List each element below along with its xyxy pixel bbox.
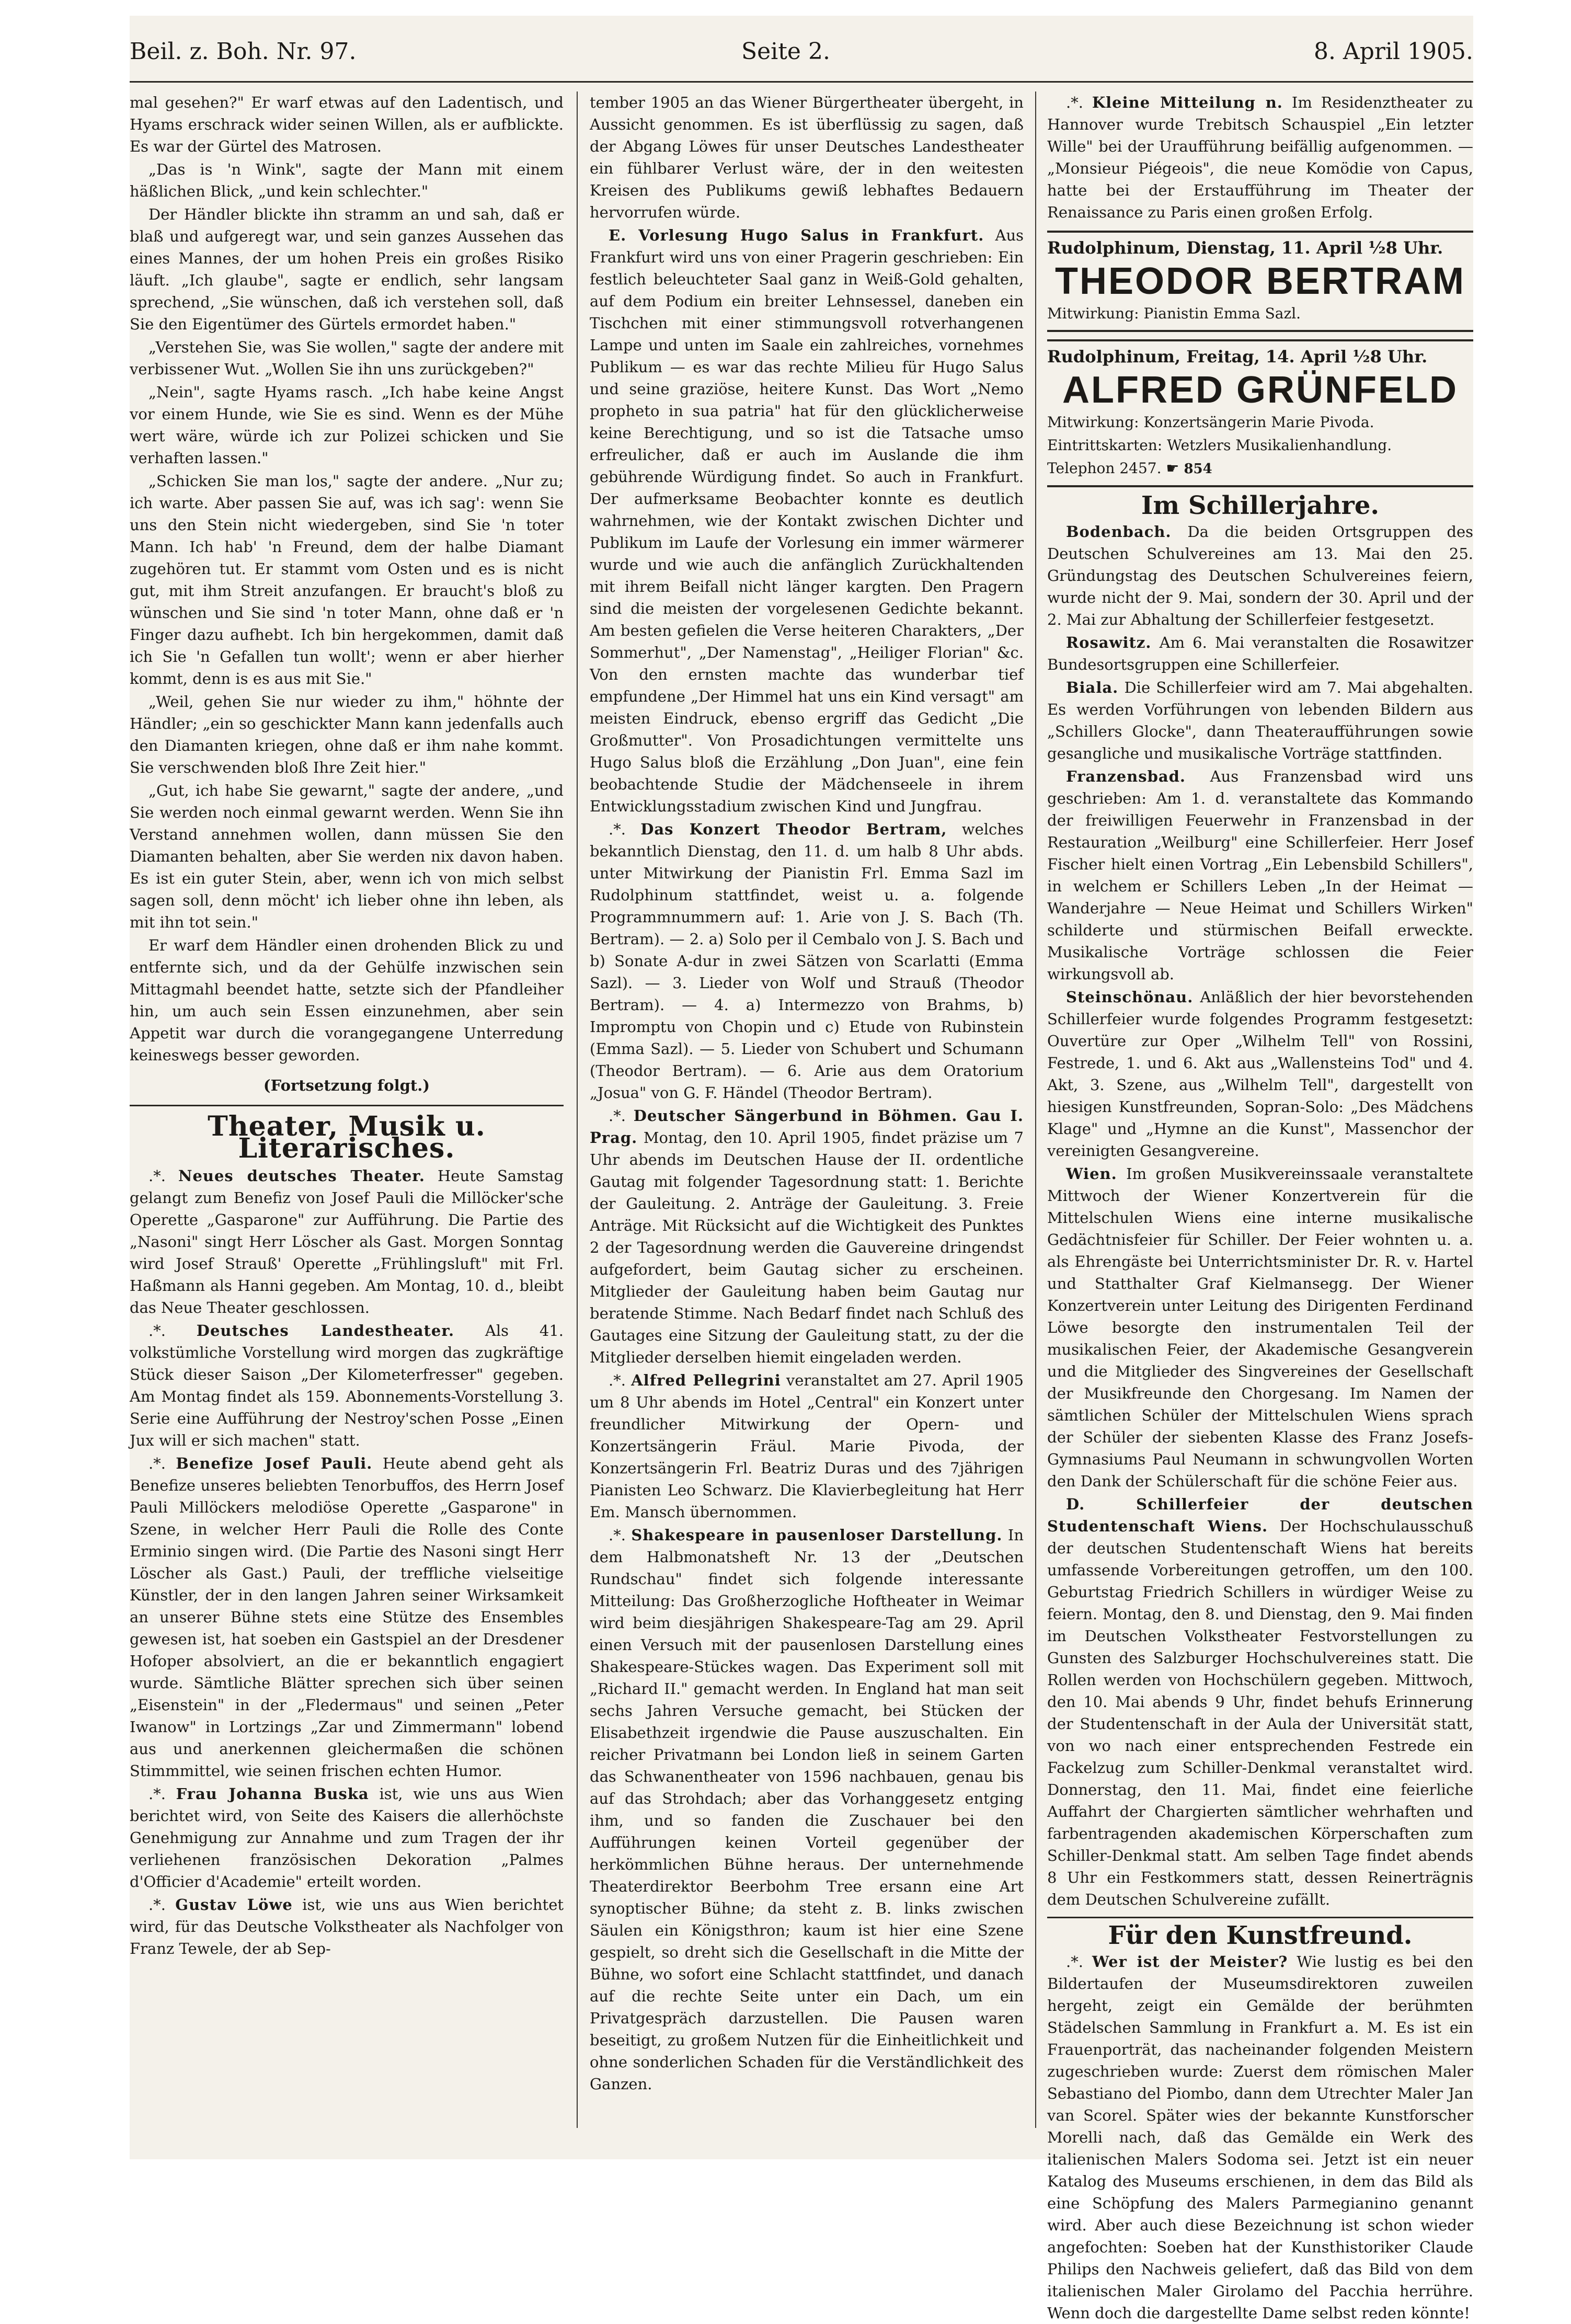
item-body: Aus Frankfurt wird uns von einer Pragerin geschrieben: Ein festlich beleuchteter Saal ganz in Weiß-Gold gehalten, auf dem Podium ein breiter Lehnsessel, daneben ein Tischchen mit einer stimmungsvoll rotverhangenen Lampe und unten im Saale ein zahlreiches, vornehmes Publikum — es war das rechte Milieu für Hugo Salus und seine graziöse, heitere Kunst. Das Wort „Nemo propheto in sua patria" hat für den glücklicherweise keine Berechtigung, und so ist die Tatsache umso erfreulicher, daß er auch im Auslande die ihm gebührende Würdigung findet. So auch in Frankfurt. Der aufmerksame Beobachter konnte es deutlich wahrnehmen, wie der Kontakt zwischen Dichter und Publikum im Laufe der Vorlesung ein immer wärmerer wurde und wie auch die anfänglich Zurückhaltenden mit ihrem Beifall nicht länger kargten. Den Pragern sind die meisten der vorgelesenen Gedichte bekannt. Am besten gefielen die Verse heiteren Charakters, „Der Sommerhut", „Der Namenstag", „Heiliger Florian" &c. Von den ernsten machte das wunderbar tief empfundene „Der Himmel hat uns ein Kind versagt" am meisten Eindruck, ebenso ergriff das Gedicht „Die Großmutter". Von Prosadichtungen vermittelte uns Hugo Salus bloß die Erzählung „Don Juan", eine fein beobachtende Studie der Mädchenseele in ihrem Entwicklungsstadium zwischen Kind und Jungfrau.: [590, 226, 1024, 815]
news-item: .*. Alfred Pellegrini veranstaltet am 27. April 1905 um 8 Uhr abends im Hotel „Central" ein Konzert unter freundlicher Mitwirkung der Opern- und Konzertsängerin Fräul. Marie Pivoda, der Konzertsängerin Frl. Beatriz Duras und des 7jährigen Pianisten Leo Schwarz. Die Klavierbegleitung hat Herr Em. Mansch übernommen.: [590, 1371, 1024, 1521]
column-3: [1047, 91, 1474, 2322]
news-item: [1047, 632, 1473, 676]
paragraph: Der Händler blickte ihn stramm an und sah, daß er blaß und aufgeregt war, und sein ganzes Aussehen das eines Mannes, der um hohen Preis ein großes Risiko läuft. „Ich glaube", sagte er endlich, sehr langsam sprechend, „Sie wünschen, daß ich verstehen soll, daß Sie den Eigentümer des Gürtels ermordet haben.": [130, 205, 564, 333]
header-issue: Beil. z. Boh. Nr. 97.: [130, 38, 357, 65]
newspaper-page: [130, 16, 1474, 2322]
item-title: Deutsches Landestheater.: [196, 1322, 455, 1340]
news-item: .*. Gustav Löwe ist, wie uns aus Wien berichtet wird, für das Deutsche Volkstheater als Nachfolger von Franz Tewele, der ab Sep-: [130, 1896, 564, 1957]
item-body: Da die beiden Ortsgruppen des Deutschen Schulvereines am 13. Mai den 25. Gründungstag des Deutschen Schulvereines feiern, wurde nicht der 9. Mai, sondern der 30. April und der 2. Mai zur Abhaltung der Schillerfeier festgesetzt.: [1047, 523, 1473, 628]
item-title: Benefize Josef Pauli.: [176, 1455, 373, 1472]
ad-detail: Mitwirkung: Pianistin Emma Sazl.: [1047, 305, 1301, 322]
item-title: Wer ist der Meister?: [1092, 1953, 1288, 1971]
section-divider: [130, 1105, 564, 1106]
item-body: Aus Franzensbad wird uns geschrieben: Am 1. d. veranstaltete das Kommando der freiwilligen Feuerwehr in Franzensbad in der Restauration „Weilburg" eine Schillerfeier. Herr Josef Fischer hielt einen Vortrag „Ein Lebensbild Schillers", in welchem er Schillers Leben „In der Heimat — Wanderjahre — Neue Heimat und Schillers Wirken" schilderte und stürmischen Beifall erweckte. Musikalische Vorträge schlossen die Feier wirkungsvoll ab.: [1047, 768, 1473, 983]
item-title: Wien.: [1066, 1165, 1117, 1183]
column-2: [590, 91, 1024, 2144]
item-title: Biala.: [1066, 679, 1119, 696]
ad-reference-number: 854: [1184, 461, 1212, 477]
news-item: .*. Deutscher Sängerbund in Böhmen. Gau I. Prag. Montag, den 10. April 1905, findet präzise um 7 Uhr abends im Deutschen Hause der II. ordentliche Gautag mit folgender Tagesordnung statt: 1. Berichte der Gauleitung. 2. Anträge der Gauleitung. 3. Freie Anträge. Mit Rücksicht auf die Wichtigkeit des Punktes 2 der Tagesordnung werden die Gauvereine dringendst aufgefordert, beim Gautag sicher zu erscheinen. Mitglieder der Gauleitung haben beim Gautag nur beratende Stimme. Nach Bedarf findet nach Schluß des Gautages eine Sitzung der Gauleitung statt, zu der die Mitglieder derselben hiemit eingeladen werden.: [590, 1107, 1024, 1366]
news-item: .*. Benefize Josef Pauli. Heute abend geht als Benefize unseres beliebten Tenorbuffos, des Herrn Josef Pauli Millöckers melodiöse Operette „Gasparone" in Szene, in welcher Herr Pauli die Rolle des Conte Erminio singen wird. (Die Partie des Nasoni singt Herr Löscher als Gast.) Pauli, der treffliche vielseitige Künstler, der in den langen Jahren seiner Wirksamkeit an unserer Bühne stets eine Stütze des Ensembles gewesen ist, hat soeben ein Gastspiel an der Dresdener Hofoper absolviert, an die er bekanntlich engagiert wurde. Sämtliche Blätter sprechen sich über seinen „Eisenstein" in der „Fledermaus" und seinen „Peter Iwanow" in Lortzings „Zar und Zimmermann" lobend aus und anerkennen gleichermaßen die schönen Stimmmittel, wie seinen frischen echten Humor.: [130, 1455, 564, 1780]
item-title: Franzensbad.: [1066, 768, 1186, 785]
ad-detail: Eintrittskarten: Wetzlers Musikalienhandlung.: [1047, 437, 1392, 454]
news-item: [1047, 765, 1473, 985]
item-title: Rosawitz.: [1066, 634, 1152, 651]
news-item: [1047, 677, 1473, 764]
news-item: .*. Neues deutsches Theater. Heute Samstag gelangt zum Benefiz von Josef Pauli die Millöcker'sche Operette „Gasparone" zur Aufführung. Die Partie des „Nasoni" singt Herr Löscher als Gast. Morgen Sonntag wird Josef Strauß' Operette „Frühlingsluft" mit Frl. Haßmann als Hanni gegeben. Am Montag, 10. d., bleibt das Neue Theater geschlossen.: [130, 1167, 564, 1316]
item-body: ist, wie uns aus Wien berichtet wird, für das Deutsche Volkstheater als Nachfolger von Franz Tewele, der ab Sep-: [130, 1896, 564, 1957]
ad-performer: ALFRED GRÜNFELD: [1062, 369, 1458, 411]
item-title: Das Konzert Theodor Bertram,: [640, 820, 947, 838]
ad-phone: Telephon 2457.: [1047, 460, 1162, 477]
item-title: Deutscher Sängerbund in Böhmen. Gau I. Prag.: [590, 1107, 1024, 1147]
ad-venue: Rudolphinum, Dienstag, 11. April ½8 Uhr.: [1047, 238, 1443, 258]
news-item: .*. Shakespeare in pausenloser Darstellung. In dem Halbmonatsheft Nr. 13 der „Deutschen Rundschau" findet sich folgende interessante Mitteilung: Das Großherzogliche Hoftheater in Weimar wird beim diesjährigen Shakespeare-Tag am 29. April einen Versuch mit der pausenlosen Darstellung eines Shakespeare-Stückes wagen. Das Experiment soll mit „Richard II." gemacht werden. In England hat man seit sechs Jahren Versuche gemacht, bei Stücken der Elisabethzeit irgendwie die Pause auszuschalten. Ein reicher Privatmann bei London ließ in seinem Garten das Schwanentheater von 1596 nachbauen, genau bis auf das Strohdach; aber das Vorhanggesetz entging ihm, und so fanden die Zuschauer bei den Aufführungen keinen Vorteil gegenüber der herkömmlichen Bühne heraus. Der unternehmende Theaterdirektor Beerbohm Tree ersann eine Art synoptischer Bühne; da steht z. B. links zwischen Säulen ein Königsthron; kaum ist hier eine Szene gespielt, so dreht sich die Gesellschaft in die Mitte der Bühne, wo sofort eine Schlacht stattfindet, und danach auf die rechte Seite unter ein Dach, um ein Privatgespräch darzustellen. Die Pausen waren beseitigt, zu großem Nutzen für die Einheitlichkeit und ohne sonderlichen Schaden für die Verständlichkeit des Ganzen.: [590, 1526, 1024, 2093]
item-title: E. Vorlesung Hugo Salus in Frankfurt.: [609, 226, 984, 244]
ad-venue: Rudolphinum, Freitag, 14. April ½8 Uhr.: [1047, 347, 1428, 367]
item-title: Steinschönau.: [1066, 988, 1194, 1006]
item-title: D. Schillerfeier der deutschen Studentenschaft Wiens.: [1047, 1495, 1473, 1535]
news-item: .*. Kleine Mitteilung n. Im Residenztheater zu Hannover wurde Trebitsch Schauspiel „Ein letzter Wille" bei der Uraufführung beifällig aufgenommen. — „Monsieur Piégeois", die neue Komödie von Capus, hatte bei der Erstaufführung im Theater der Renaissance zu Paris einen großen Erfolg.: [1047, 94, 1474, 221]
ad-performer: THEODOR BERTRAM: [1055, 260, 1465, 302]
item-body: Der Hochschulausschuß der deutschen Studentenschaft Wiens hat bereits umfassende Vorbereitungen getroffen, um den 100. Geburtstag Friedrich Schillers in würdiger Weise zu feiern. Montag, den 8. und Dienstag, den 9. Mai finden im Deutschen Volkstheater Festvorstellungen zu Gunsten des Salzburger Hochschulvereines statt. Die Rollen werden von Hochschülern gegeben. Mittwoch, den 10. Mai abends 9 Uhr, findet behufs Erinnerung der Studentenschaft in der Aula der Universität statt, von wo nach einer entsprechenden Festrede ein Fackelzug zum Schiller-Denkmal veranstaltet wird. Donnerstag, den 11. Mai, findet eine feierliche Auffahrt der Chargierten sämtlicher wehrhaften und farbentragenden akademischen Körperschaften zum Schiller-Denkmal statt. Am selben Tage findet abends 8 Uhr ein Festkommers statt, dessen Reinerträgnis dem Deutschen Schulvereine zufällt.: [1047, 1517, 1474, 1908]
item-title: Gustav Löwe: [175, 1896, 293, 1914]
section-heading-schiller: Im Schillerjahre.: [1141, 491, 1380, 520]
item-title: Kleine Mitteilung n.: [1092, 94, 1283, 111]
item-title: Shakespeare in pausenloser Darstellung.: [631, 1526, 1003, 1544]
page-header: [130, 29, 1473, 83]
item-body: Die Schillerfeier wird am 7. Mai abgehalten. Es werden Vorführungen von lebenden Bildern aus „Schillers Glocke", dann Theateraufführungen sowie gesangliche und musikalische Vorträge stattfinden.: [1047, 679, 1474, 762]
paragraph: „Gut, ich habe Sie gewarnt," sagte der andere, „und Sie werden noch einmal gewarnt werden. Wenn Sie ihn Verstand annehmen wollen, dann müssen Sie den Diamanten behalten, aber Sie werden nix davon haben. Es ist ein guter Stein, aber, wenn ich von mich selbst sagen soll, denn möcht' ich lieber ohne ihn leben, als mit ihn tot sein.": [130, 782, 564, 931]
section-heading-kunstfreund: Für den Kunstfreund.: [1108, 1921, 1413, 1950]
paragraph: „Das is 'n Wink", sagte der Mann mit einem häßlichen Blick, „und kein schlechter.": [130, 161, 564, 200]
item-body: ist, wie uns aus Wien berichtet wird, von Seite des Kaisers die allerhöchste Genehmigung zur Annahme und zum Tragen der ihr verliehenen französischen Dekoration „Palmes d'Officier d'Academie" erteilt worden.: [130, 1785, 564, 1891]
paragraph: Er warf dem Händler einen drohenden Blick zu und entfernte sich, und da der Gehülfe inzwischen sein Mittagmahl beendet hatte, setzte sich der Pfandleiher hin, um auch sein Essen einzunehmen, aber sein Appetit war durch die vorangegangene Unterredung keineswegs besser geworden.: [130, 936, 564, 1064]
item-title: Alfred Pellegrini: [631, 1371, 781, 1389]
continuation-note: (Fortsetzung folgt.): [263, 1077, 430, 1094]
news-item: [590, 224, 1024, 817]
column-1: [130, 91, 564, 2144]
paragraph: „Weil, gehen Sie nur wieder zu ihm," höhnte der Händler; „ein so geschickter Mann kann jedenfalls auch den Diamanten kriegen, ohne daß er ihm nahe kommt. Sie verschwenden bloß Ihre Zeit hier.": [130, 693, 564, 776]
paragraph: „Schicken Sie man los," sagte der andere. „Nur zu; ich warte. Aber passen Sie auf, was ich sag': wenn Sie uns den Stein nicht wiedergeben, sind Sie 'n toter Mann. Ich hab' 'n Freund, dem der halbe Diamant zugehören tut. Er stammt vom Osten und es is nicht gut, mit ihm Streit anzufangen. Er braucht's bloß zu wünschen und Sie sind 'n toter Mann, ohne daß er 'n Finger dazu aufhebt. Ich bin hergekommen, damit daß ich Sie 'n Gefallen tun wollt'; wenn er aber hierher kommt, denn is es aus mit Sie.": [130, 472, 564, 688]
paragraph: mal gesehen?" Er warf etwas auf den Ladentisch, und Hyams erschrack wider seinen Willen, als er aufblickte. Es war der Gürtel des Matrosen.: [130, 94, 564, 155]
news-item: [1047, 521, 1473, 631]
news-item: [1047, 1493, 1473, 1910]
concert-ad-bertram: [1047, 231, 1473, 332]
header-page-number: Seite 2.: [741, 38, 830, 65]
ad-detail: [1047, 457, 1473, 480]
header-date: 8. April 1905.: [1313, 38, 1473, 65]
item-body: veranstaltet am 27. April 1905 um 8 Uhr abends im Hotel „Central" ein Konzert unter freundlicher Mitwirkung der Opern- und Konzertsängerin Fräul. Marie Pivoda, der Konzertsängerin Frl. Beatriz Duras und des 7jährigen Pianisten Leo Schwarz. Die Klavierbegleitung hat Herr Em. Mansch übernommen.: [590, 1371, 1024, 1521]
news-item: .*. Das Konzert Theodor Bertram, welches bekanntlich Dienstag, den 11. d. um halb 8 Uhr abds. unter Mitwirkung der Pianistin Frl. Emma Sazl im Rudolphinum stattfindet, weist u. a. folgende Programmnummern auf: 1. Arie von J. S. Bach (Th. Bertram). — 2. a) Solo per il Cembalo von J. S. Bach und b) Sonate A-dur in zwei Sätzen von Scarlatti (Emma Sazl). — 3. Lieder von Wolf und Strauß (Theodor Bertram). — 4. a) Intermezzo von Brahms, b) Impromptu von Chopin und c) Etude von Rubinstein (Emma Sazl). — 5. Lieder von Schubert und Schumann (Theodor Bertram). — 6. Arie aus dem Oratorium „Josua" von G. F. Händel (Theodor Bertram).: [590, 820, 1024, 1102]
item-body: In dem Halbmonatsheft Nr. 13 der „Deutschen Rundschau" findet sich folgende interessante Mitteilung: Das Großherzogliche Hoftheater in Weimar wird beim diesjährigen Shakespeare-Tag am 29. April einen Versuch mit der pausenlosen Darstellung eines Shakespeare-Stückes wagen. Das Experiment soll mit „Richard II." gemacht werden. In England hat man seit sechs Jahren Versuche gemacht, bei Stücken der Elisabethzeit irgendwie die Pause auszuschalten. Ein reicher Privatmann bei London ließ in seinem Garten das Schwanentheater von 1596 nachbauen, genau bis auf das Strohdach; aber das Vorhanggesetz entging ihm, und so fanden die Zuschauer bei den Aufführungen keinen Vorteil gegenüber der herkömmlichen Bühne heraus. Der unternehmende Theaterdirektor Beerbohm Tree ersann eine Art synoptischer Bühne; da steht z. B. links zwischen Säulen ein Königsthron; kaum ist hier eine Szene gespielt, so dreht sich die Gesellschaft in die Mitte der Bühne, wo sofort eine Schlacht stattfindet, und danach auf die rechte Seite unter ein Dach, um ein Privatgespräch darzustellen. Die Pausen waren beseitigt, zu großem Nutzen für die Einheitlichkeit und ohne sonderlichen Schaden für die Verständlichkeit des Ganzen.: [590, 1526, 1024, 2093]
item-body: Im großen Musikvereinssaale veranstaltete Mittwoch der Wiener Konzertverein für die Mittelschulen Wiens eine interne musikalische Gedächtnisfeier für Schiller. Der Feier wohnten u. a. als Ehrengäste bei Unterrichtsminister Dr. R. v. Hartel und Statthalter Graf Kielmansegg. Der Wiener Konzertverein unter Leitung des Dirigenten Ferdinand Löwe besorgte den instrumentalen Teil der musikalischen Feier, der Akademische Gesangverein und die Mitglieder des Singvereines der Gesellschaft der Musikfreunde den Chorgesang. Im Namen der sämtlichen Schüler der Mittelschulen Wiens sprach der Schüler der siebenten Klasse des Franz Josefs-Gymnasiums Paul Neumann in schwungvollen Worten den Dank der Schülerschaft für die schöne Feier aus.: [1047, 1165, 1474, 1490]
news-item: .*. Frau Johanna Buska ist, wie uns aus Wien berichtet wird, von Seite des Kaisers die allerhöchste Genehmigung zur Annahme und zum Tragen der ihr verliehenen französischen Dekoration „Palmes d'Officier d'Academie" erteilt worden.: [130, 1785, 564, 1891]
pointing-hand-icon: ☛: [1166, 460, 1179, 477]
item-title: Frau Johanna Buska: [176, 1785, 369, 1803]
item-body: Am 6. Mai veranstalten die Rosawitzer Bundesortsgruppen eine Schillerfeier.: [1047, 634, 1474, 673]
paragraph: „Nein", sagte Hyams rasch. „Ich habe keine Angst vor einem Hunde, wie Sie es sind. Wenn es der Mühe wert wäre, würde ich zur Polizei schicken und Sie verhaften lassen.": [130, 383, 564, 467]
item-body: Anläßlich der hier bevorstehenden Schillerfeier wurde folgendes Programm festgesetzt: Ouvertüre zur Oper „Wilhelm Tell" von Rossini, Festrede, 1. und 6. Akt aus „Wallensteins Tod" und 4. Akt, 3. Szene, aus „Wilhelm Tell", dargestellt von hiesigen Kunstfreunden, Sopran-Solo: „Des Mädchens Klage" und „Hymne an die Kunst", Massenchor der vereinigten Gesangvereine.: [1047, 988, 1473, 1160]
column-rule: [1035, 91, 1036, 2128]
item-body: Wie lustig es bei den Bildertaufen der Museumsdirektoren zuweilen hergeht, zeigt ein Gemälde der berühmten Städelschen Sammlung in Frankfurt a. M. Es ist ein Frauenporträt, das nacheinander folgenden Meistern zugeschrieben wurde: Zuerst dem römischen Maler Sebastiano del Piombo, dann dem Utrechter Maler Jan van Scorel. Später wies der bekannte Kunstforscher Morelli nach, daß das Gemälde ein Werk des italienischen Malers Sodoma sei. Jetzt ist ein neuer Katalog des Museums erschienen, in dem das Bild als eine Schöpfung des Malers Parmegianino genannt wird. Aber auch diese Bezeichnung ist schon wieder angefochten: Soeben hat der Kunsthistoriker Claude Philips den Nachweis geliefert, daß das Bild von dem italienischen Maler Girolamo del Pacchia herrühre. Wenn doch die dargestellte Dame selbst reden könnte!: [1047, 1953, 1474, 2322]
item-body: Montag, den 10. April 1905, findet präzise um 7 Uhr abends im Deutschen Hause der II. ordentliche Gautag mit folgender Tagesordnung statt: 1. Berichte der Gauleitung. 2. Anträge der Gauleitung. 3. Freie Anträge. Mit Rücksicht auf die Wichtigkeit des Punktes 2 der Tagesordnung werden die Gauvereine dringendst aufgefordert, beim Gautag sicher zu erscheinen. Mitglieder der Gauleitung haben beim Gautag nur beratende Stimme. Nach Bedarf findet nach Schluß des Gautages eine Sitzung der Gauleitung statt, zu der die Mitglieder derselben hiemit eingeladen werden.: [590, 1129, 1024, 1366]
item-body: Heute abend geht als Benefize unseres beliebten Tenorbuffos, des Herrn Josef Pauli Millöckers melodiöse Operette „Gasparone" in Szene, in welcher Herr Pauli die Rolle des Conte Erminio singen wird. (Die Partie des Nasoni singt Herr Löscher als Gast.) Pauli, der treffliche vielseitige Künstler, der in den langen Jahren seiner Wirksamkeit an unserer Bühne stets eine Stütze des Ensembles gewesen ist, hat soeben ein Gastspiel an der Dresdener Hofoper absolviert, an die er bekanntlich engagiert wurde. Sämtliche Blätter sprechen sich über seinen „Eisenstein" in der „Fledermaus" und seinen „Peter Iwanow" in Lortzings „Zar und Zimmermann" lobend aus und anerkennen gleichermaßen die schönen Stimmmittel, wie seinen frischen echten Humor.: [130, 1455, 564, 1780]
ad-detail: Mitwirkung: Konzertsängerin Marie Pivoda.: [1047, 414, 1374, 431]
item-title: Neues deutsches Theater.: [178, 1167, 426, 1185]
column-rule: [577, 91, 578, 2128]
news-item: .*. Wer ist der Meister? Wie lustig es bei den Bildertaufen der Museumsdirektoren zuweilen hergeht, zeigt ein Gemälde der berühmten Städelschen Sammlung in Frankfurt a. M. Es ist ein Frauenporträt, das nacheinander folgenden Meistern zugeschrieben wurde: Zuerst dem römischen Maler Sebastiano del Piombo, dann dem Utrechter Maler Jan van Scorel. Später wies der bekannte Kunstforscher Morelli nach, daß das Gemälde ein Werk des italienischen Malers Sodoma sei. Jetzt ist ein neuer Katalog des Museums erschienen, in dem das Bild als eine Schöpfung des Malers Parmegianino genannt wird. Aber auch diese Bezeichnung ist schon wieder angefochten: Soeben hat der Kunsthistoriker Claude Philips den Nachweis geliefert, daß das Bild von dem italienischen Maler Girolamo del Pacchia herrühre. Wenn doch die dargestellte Dame selbst reden könnte!: [1047, 1953, 1474, 2322]
news-item: .*. Deutsches Landestheater. Als 41. volkstümliche Vorstellung wird morgen das zugkräftige Stück dieser Saison „Der Kilometerfresser" gegeben. Am Montag findet als 159. Abonnements-Vorstellung 3. Serie eine Aufführung der Nestroy'schen Posse „Einen Jux will er sich machen" statt.: [130, 1322, 564, 1449]
news-item: [1047, 986, 1473, 1162]
item-body: welches bekanntlich Dienstag, den 11. d. um halb 8 Uhr abds. unter Mitwirkung der Pianistin Frl. Emma Sazl im Rudolphinum stattfindet, weist u. a. folgende Programmnummern auf: 1. Arie von J. S. Bach (Th. Bertram). — 2. a) Solo per il Cembalo von J. S. Bach und b) Sonate A-dur in zwei Sätzen von Scarlatti (Emma Sazl). — 3. Lieder von Wolf und Strauß (Theodor Bertram). — 4. a) Intermezzo von Brahms, b) Impromptu von Chopin und c) Etude von Rubinstein (Emma Sazl). — 5. Lieder von Schubert und Schumann (Theodor Bertram). — 6. Arie aus dem Oratorium „Josua" von G. F. Händel (Theodor Bertram).: [590, 820, 1024, 1102]
section-heading-theater: Theater, Musik u. Literarisches.: [208, 1111, 486, 1164]
paragraph: „Verstehen Sie, was Sie wollen," sagte der andere mit verbissener Wut. „Wollen Sie ihn uns zurückgeben?": [130, 338, 564, 378]
item-body: Als 41. volkstümliche Vorstellung wird morgen das zugkräftige Stück dieser Saison „Der Kilometerfresser" gegeben. Am Montag findet als 159. Abonnements-Vorstellung 3. Serie eine Aufführung der Nestroy'schen Posse „Einen Jux will er sich machen" statt.: [130, 1322, 564, 1449]
item-title: Bodenbach.: [1066, 523, 1172, 541]
paragraph: tember 1905 an das Wiener Bürgertheater übergeht, in Aussicht genommen. Es ist überflüssig zu sagen, daß der Abgang Löwes für unser Deutsches Landestheater ein fühlbarer Verlust wäre, der in den weitesten Kreisen des Publikums gewiß lebhaftes Bedauern hervorrufen würde.: [590, 94, 1024, 221]
section-divider: [1047, 1917, 1473, 1918]
item-body: Heute Samstag gelangt zum Benefiz von Josef Pauli die Millöcker'sche Operette „Gasparone" zur Aufführung. Die Partie des „Nasoni" singt Herr Löscher als Gast. Morgen Sonntag wird Josef Strauß' Operette „Frühlingsluft" mit Frl. Haßmann als Hanni gegeben. Am Montag, 10. d., bleibt das Neue Theater geschlossen.: [130, 1167, 564, 1316]
item-body: Im Residenztheater zu Hannover wurde Trebitsch Schauspiel „Ein letzter Wille" bei der Uraufführung beifällig aufgenommen. — „Monsieur Piégeois", die neue Komödie von Capus, hatte bei der Erstaufführung im Theater der Renaissance zu Paris einen großen Erfolg.: [1047, 94, 1474, 221]
concert-ad-gruenfeld: [1047, 339, 1473, 487]
news-item: [1047, 1163, 1473, 1492]
